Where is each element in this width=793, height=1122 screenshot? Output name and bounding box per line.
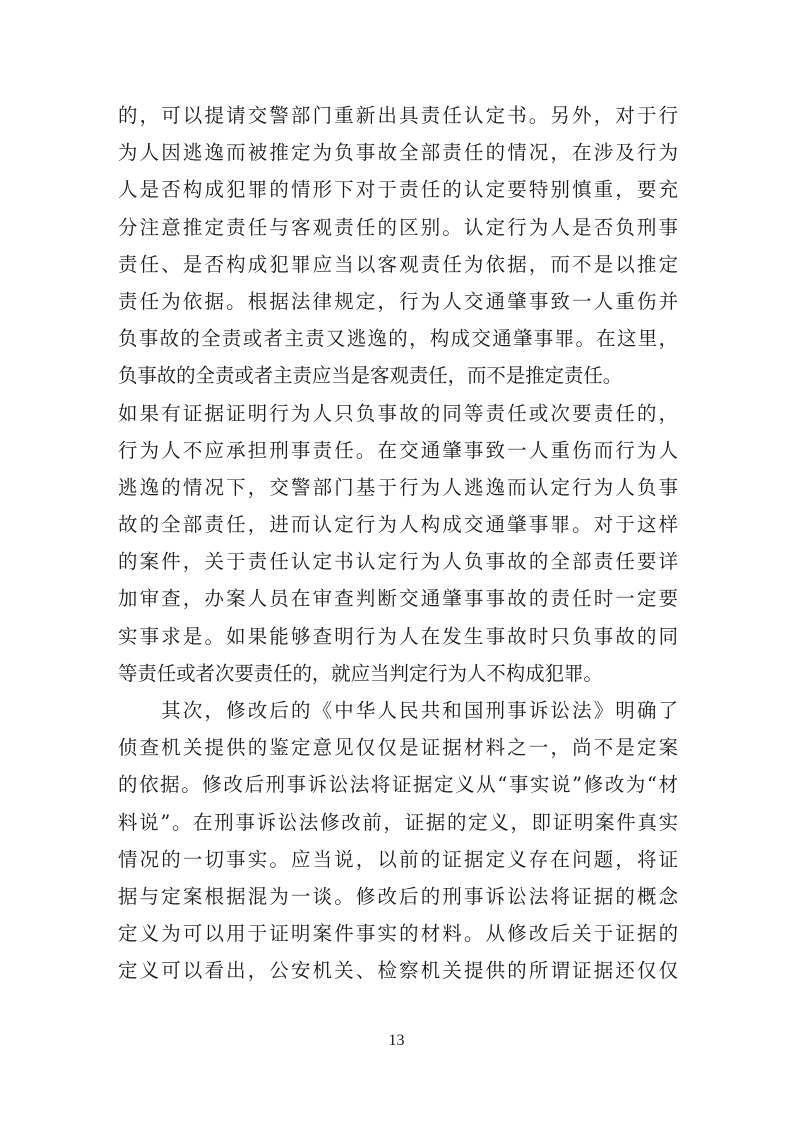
text-line: 实事求是。如果能够查明行为人在发生事故时只负事故的同	[118, 624, 678, 648]
text-line: 侦查机关提供的鉴定意见仅仅是证据材料之一，尚不是定案	[118, 736, 678, 760]
text-line: 定义为可以用于证明案件事实的材料。从修改后关于证据的	[118, 922, 678, 946]
body-text	[118, 97, 678, 990]
text-line: 定义可以看出，公安机关、检察机关提供的所谓证据还仅仅	[118, 959, 678, 983]
text-line: 的，可以提请交警部门重新出具责任认定书。另外，对于行	[118, 104, 678, 127]
text-line: 如果有证据证明行为人只负事故的同等责任或次要责任的，	[118, 401, 678, 425]
text-line: 责任、是否构成犯罪应当以客观责任为依据，而不是以推定	[118, 252, 678, 276]
text-line: 的依据。修改后刑事诉讼法将证据定义从“事实说”修改为“材	[118, 773, 678, 797]
text-line: 负事故的全责或者主责应当是客观责任，而不是推定责任。	[118, 364, 623, 388]
text-line: 负事故的全责或者主责又逃逸的，构成交通肇事罪。在这里，	[118, 327, 678, 351]
text-line: 的案件，关于责任认定书认定行为人负事故的全部责任要详	[118, 550, 678, 574]
text-line: 据与定案根据混为一谈。修改后的刑事诉讼法将证据的概念	[118, 884, 678, 908]
text-line: 责任为依据。根据法律规定，行为人交通肇事致一人重伤并	[118, 289, 678, 313]
text-line: 分注意推定责任与客观责任的区别。认定行为人是否负刑事	[118, 215, 678, 239]
text-line: 等责任或者次要责任的，就应当判定行为人不构成犯罪。	[118, 661, 603, 685]
text-line: 加审查，办案人员在审查判断交通肇事事故的责任时一定要	[118, 587, 678, 611]
text-line: 故的全部责任，进而认定行为人构成交通肇事罪。对于这样	[118, 513, 678, 537]
text-line: 为人因逃逸而被推定为负事故全部责任的情况，在涉及行为	[118, 141, 678, 165]
text-line: 其次，修改后的《中华人民共和国刑事诉讼法》明确了	[118, 699, 678, 722]
text-line: 行为人不应承担刑事责任。在交通肇事致一人重伤而行为人	[118, 438, 678, 462]
text-line: 人是否构成犯罪的情形下对于责任的认定要特别慎重，要充	[118, 178, 678, 202]
text-line: 料说”。在刑事诉讼法修改前，证据的定义，即证明案件真实	[118, 810, 678, 834]
page-number: 13	[388, 1032, 405, 1049]
text-line: 逃逸的情况下，交警部门基于行为人逃逸而认定行为人负事	[118, 475, 678, 499]
text-line: 情况的一切事实。应当说，以前的证据定义存在问题，将证	[118, 847, 678, 871]
